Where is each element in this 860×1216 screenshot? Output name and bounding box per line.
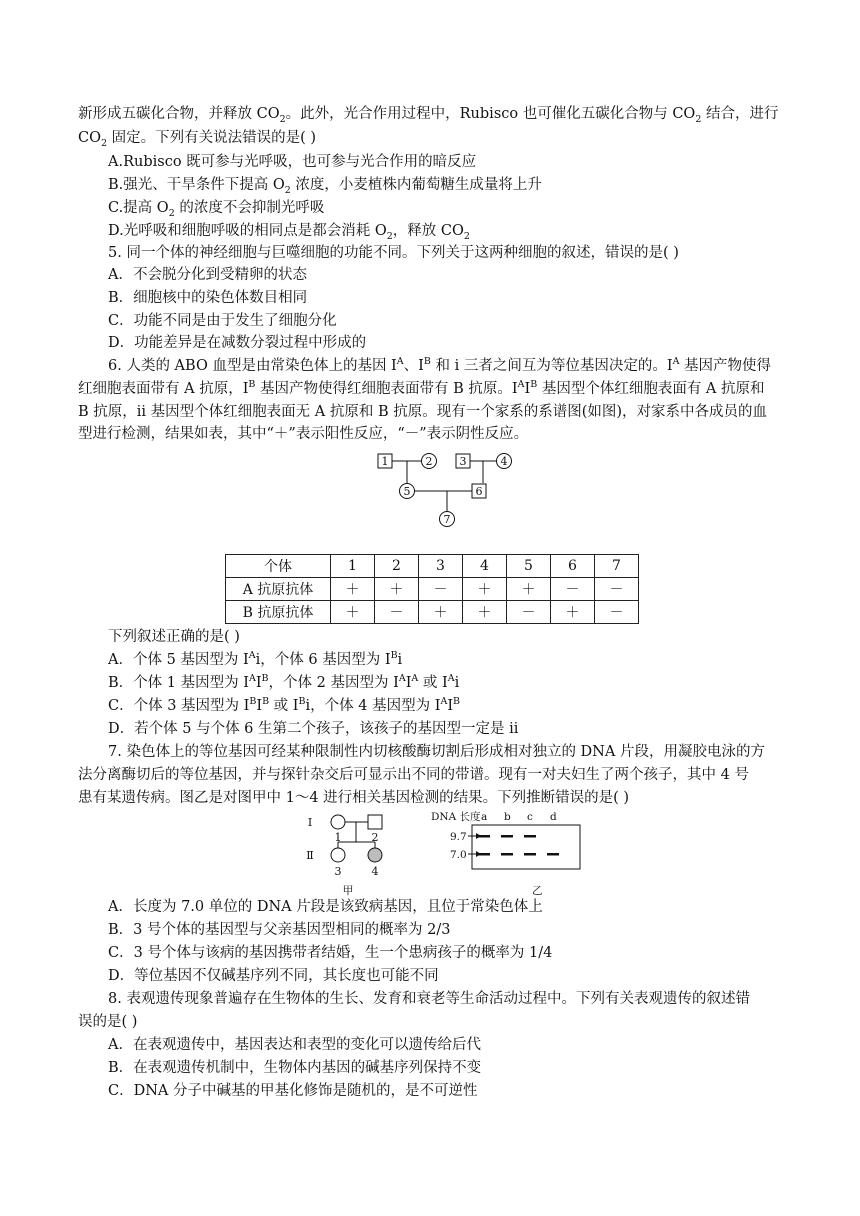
pedigree-label-3: 3: [459, 455, 467, 468]
q4-option-b: B.强光、干旱条件下提高 $O_2$ 浓度，小麦植株内葡萄糖生成量将上升: [108, 177, 542, 196]
table-header-cell: 个体: [226, 555, 331, 578]
table-row: [226, 601, 639, 624]
antigen-table: [225, 554, 639, 624]
q5-option-a: A．不会脱分化到受精卵的状态: [108, 267, 307, 283]
q7-stem-1: 7. 染色体上的等位基因可经某种限制性内切核酸酶切割后形成相对独立的 DNA 片段，用凝胶电泳的方: [108, 744, 765, 760]
size-7-0-label: 7.0: [450, 849, 467, 861]
q6-option-b: B．个体 1 基因型为 $I^AI^B$，个体 2 基因型为 $I^AI^A$ 或 $I^Ai$: [108, 673, 460, 691]
gel-electrophoresis-yi: [428, 808, 588, 898]
q6-option-a: A．个体 5 基因型为 $I^Ai$，个体 6 基因型为 $I^Bi$: [108, 650, 403, 668]
band-b-9-7: [501, 835, 513, 838]
table-cell: －: [551, 578, 595, 601]
table-header-cell: 6: [551, 555, 595, 578]
intro-line-1: 新形成五碳化合物，并释放 $CO_2$。此外，光合作用过程中，Rubisco 也可催化五碳化合物与 $CO_2$ 结合，进行: [78, 106, 779, 125]
table-cell: ＋: [375, 578, 419, 601]
table-cell: ＋: [551, 601, 595, 624]
q4-option-d: D.光呼吸和细胞呼吸的相同点是都会消耗 $O_2$，释放 $CO_2$: [108, 223, 470, 242]
generation-I-label: Ⅰ: [307, 816, 313, 829]
band-c-7-0: [524, 853, 536, 856]
q5-option-d: D．功能差异是在减数分裂过程中形成的: [108, 335, 367, 351]
table-cell: －: [507, 601, 551, 624]
q6-prompt: 下列叙述正确的是( ): [108, 629, 240, 645]
pedigree-label-5: 5: [403, 485, 411, 498]
table-header-cell: 1: [331, 555, 375, 578]
table-cell: －: [595, 601, 639, 624]
size-9-7-label: 9.7: [450, 831, 467, 843]
band-a-7-0: [478, 853, 490, 856]
family-pedigree-jia: [300, 808, 400, 898]
q8-option-b: B．在表观遗传机制中，生物体内基因的碱基序列保持不变: [108, 1060, 482, 1076]
table-cell: ＋: [507, 578, 551, 601]
q6-option-d: D．若个体 5 与个体 6 生第二个孩子，该孩子的基因型一定是 ii: [108, 721, 519, 737]
q6-option-c: C．个体 3 基因型为 $I^BI^B$ 或 $I^Bi$，个体 4 基因型为 $I^AI^B$: [108, 696, 461, 714]
q5-option-c: C．功能不同是由于发生了细胞分化: [108, 313, 337, 329]
q4-option-c: C.提高 $O_2$ 的浓度不会抑制光呼吸: [108, 200, 325, 219]
band-d-7-0: [547, 853, 559, 856]
q8-option-a: A．在表观遗传中，基因表达和表型的变化可以遗传给后代: [108, 1037, 481, 1053]
q5-stem: 5. 同一个体的神经细胞与巨噬细胞的功能不同。下列关于这两种细胞的叙述，错误的是( ): [108, 245, 679, 261]
q7-stem-3: 患有某遗传病。图乙是对图甲中 1～4 进行相关基因检测的结果。下列推断错误的是( ): [78, 790, 630, 806]
pedigree-label-1: 1: [381, 455, 389, 468]
pedigree-diagram: [370, 448, 530, 530]
pedigree-label-4: 4: [500, 455, 508, 468]
generation-II-label: Ⅱ: [306, 849, 314, 862]
pedigree-label-2: 2: [425, 455, 433, 468]
table-header-cell: 2: [375, 555, 419, 578]
table-cell: ＋: [331, 578, 375, 601]
table-row: [226, 578, 639, 601]
band-c-9-7: [524, 835, 536, 838]
lane-a-label: a: [481, 811, 488, 823]
q7-stem-2: 法分离酶切后的等位基因，并与探针杂交后可显示出不同的带谱。现有一对夫妇生了两个孩子，其中 4 号: [78, 767, 749, 783]
q4-option-a: A.Rubisco 既可参与光呼吸，也可参与光合作用的暗反应: [108, 154, 477, 170]
figure-yi-caption: 乙: [532, 885, 543, 897]
intro-line-2: $CO_2$ 固定。下列有关说法错误的是( ): [78, 130, 317, 149]
q6-stem-2: 红细胞表面带有 A 抗原，$I^B$ 基因产物使得红细胞表面带有 B 抗原。$I^AI^B$ 基因型个体红细胞表面有 A 抗原和: [78, 379, 765, 397]
member-2-label: 2: [371, 831, 379, 844]
table-header-cell: 3: [419, 555, 463, 578]
table-header-cell: 5: [507, 555, 551, 578]
table-header-cell: 4: [463, 555, 507, 578]
table-cell: ＋: [463, 578, 507, 601]
band-a-9-7: [478, 835, 490, 838]
lane-c-label: c: [527, 811, 533, 823]
q7-option-b: B．3 号个体的基因型与父亲基因型相同的概率为 2/3: [108, 922, 451, 938]
table-cell: ＋: [331, 601, 375, 624]
q5-option-b: B．细胞核中的染色体数目相同: [108, 290, 308, 306]
q6-stem-1: 6. 人类的 ABO 血型是由常染色体上的基因 $I^A$、$I^B$ 和 i 三者之间互为等位基因决定的。$I^A$ 基因产物使得: [108, 356, 772, 374]
pedigree-label-6: 6: [475, 485, 483, 498]
q8-option-c: C．DNA 分子中碱基的甲基化修饰是随机的，是不可逆性: [108, 1083, 478, 1099]
member-3-label: 3: [334, 865, 342, 878]
table-header-cell: 7: [595, 555, 639, 578]
member-4-label: 4: [371, 865, 379, 878]
table-header-row: [226, 555, 639, 578]
table-row-label: A 抗原抗体: [226, 578, 331, 601]
q6-stem-3: B 抗原，ii 基因型个体红细胞表面无 A 抗原和 B 抗原。现有一个家系的系谱图(如图)，对家系中各成员的血: [78, 404, 768, 420]
dna-length-title: DNA 长度: [431, 811, 481, 823]
band-b-7-0: [501, 853, 513, 856]
table-cell: ＋: [463, 601, 507, 624]
table-cell: ＋: [419, 601, 463, 624]
lane-b-label: b: [504, 811, 511, 823]
gel-frame: [472, 825, 580, 869]
q6-stem-4: 型进行检测，结果如表，其中“＋”表示阳性反应，“－”表示阴性反应。: [78, 426, 529, 442]
q8-stem-2: 误的是( ): [78, 1014, 138, 1030]
lane-d-label: d: [550, 811, 557, 823]
table-row-label: B 抗原抗体: [226, 601, 331, 624]
q7-option-a: A．长度为 7.0 单位的 DNA 片段是该致病基因，且位于常染色体上: [108, 899, 543, 915]
figure-jia-caption: 甲: [342, 884, 354, 897]
q7-option-d: D．等位基因不仅碱基序列不同，其长度也可能不同: [108, 968, 439, 984]
member-1-label: 1: [334, 831, 342, 844]
table-cell: －: [595, 578, 639, 601]
q7-option-c: C．3 号个体与该病的基因携带者结婚，生一个患病孩子的概率为 1/4: [108, 945, 553, 961]
table-cell: －: [375, 601, 419, 624]
pedigree-label-7: 7: [443, 513, 451, 526]
table-cell: －: [419, 578, 463, 601]
q8-stem-1: 8. 表观遗传现象普遍存在生物体的生长、发育和衰老等生命活动过程中。下列有关表观遗传的叙述错: [108, 991, 750, 1007]
